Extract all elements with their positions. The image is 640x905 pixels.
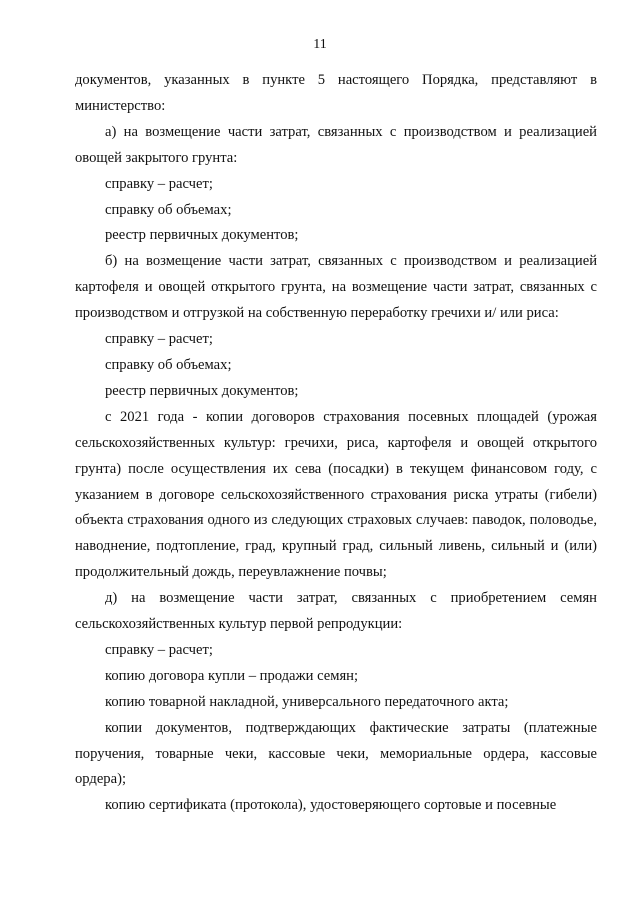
paragraph: справку об объемах;	[105, 356, 232, 373]
paragraph: копию договора купли – продажи семян;	[105, 667, 359, 684]
document-body	[75, 68, 597, 819]
page-number: 11	[313, 37, 327, 52]
paragraph: д) на возмещение части затрат, связанных с приобретением семян сельскохозяйственных культур первой репродукции:	[75, 590, 597, 633]
paragraph: реестр первичных документов;	[105, 382, 299, 399]
paragraph: б) на возмещение части затрат, связанных с производством и реализацией картофеля и овощей открытого грунта, на возмещение части затрат, связанных с производством и отгрузкой на собственную переработку гречихи и/ или риса:	[75, 253, 597, 322]
paragraph: справку об объемах;	[105, 201, 232, 218]
paragraph: а) на возмещение части затрат, связанных с производством и реализацией овощей закрытого грунта:	[75, 123, 597, 166]
paragraph: справку – расчет;	[105, 331, 213, 348]
paragraph: реестр первичных документов;	[105, 227, 299, 244]
paragraph: копии документов, подтверждающих фактические затраты (платежные поручения, товарные чеки, кассовые чеки, мемориальные ордера, кассовые ордера);	[75, 719, 597, 788]
paragraph: справку – расчет;	[105, 175, 213, 192]
paragraph: копию товарной накладной, универсального передаточного акта;	[105, 693, 509, 710]
paragraph: копию сертификата (протокола), удостоверяющего сортовые и посевные	[105, 797, 557, 814]
paragraph: документов, указанных в пункте 5 настоящего Порядка, представляют в министерство:	[75, 72, 597, 114]
paragraph: с 2021 года - копии договоров страхования посевных площадей (урожая сельскохозяйственных культур: гречихи, риса, картофеля и овощей открытого грунта) после осуществления их сева (посадки) в текущем финансовом году, с указанием в договоре сельскохозяйственного страхования риска утраты (гибели) объекта страхования одного из следующих страховых случаев: паводок, половодье, наводнение, подтопление, град, крупный град, сильный ливень, сильный и (или) продолжительный дождь, переувлажнение почвы;	[75, 408, 597, 581]
paragraph: справку – расчет;	[105, 641, 213, 658]
